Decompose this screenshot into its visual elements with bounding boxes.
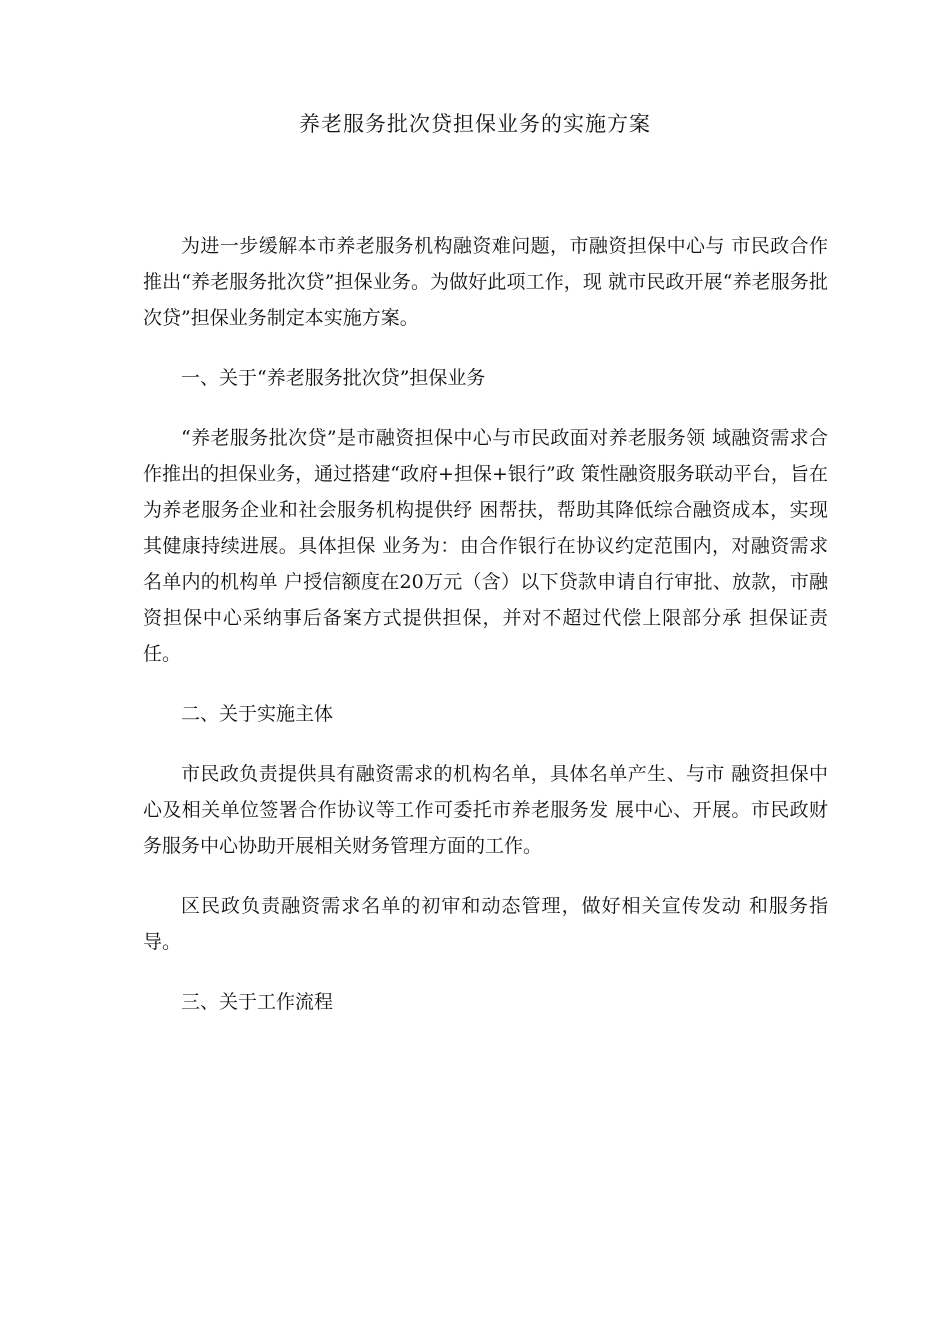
section-1-paragraph: “养老服务批次贷”是市融资担保中心与市民政面对养老服务领 域融资需求合作推出的担保业务，通过搭建“政府+担保+银行”政 策性融资服务联动平台，旨在为养老服务企业和社会服务机构提供纾 困帮扶，帮助其降低综合融资成本，实现其健康持续进展。具体担保 业务为：由合作银行在协议约定范围内，对融资需求名单内的机构单 户授信额度在20万元（含）以下贷款申请自行审批、放款，市融 资担保中心采纳事后备案方式提供担保，并对不超过代偿上限部分承 担保证责任。: [143, 427, 828, 665]
document-body: [143, 228, 828, 1044]
document-title: 养老服务批次贷担保业务的实施方案: [299, 112, 651, 136]
intro-paragraph: 为进一步缓解本市养老服务机构融资难问题，市融资担保中心与 市民政合作推出“养老服务批次贷”担保业务。为做好此项工作，现 就市民政开展“养老服务批次贷”担保业务制定本实施方案。: [143, 235, 828, 329]
section-heading-1: 一、关于“养老服务批次贷”担保业务: [181, 367, 486, 389]
section-2-paragraph-1: 市民政负责提供具有融资需求的机构名单，具体名单产生、与市 融资担保中心及相关单位签署合作协议等工作可委托市养老服务发 展中心、开展。市民政财务服务中心协助开展相关财务管理方面的工作。: [143, 763, 828, 857]
section-2-paragraph-2: 区民政负责融资需求名单的初审和动态管理，做好相关宣传发动 和服务指导。: [143, 895, 828, 953]
section-heading-2: 二、关于实施主体: [181, 703, 334, 725]
section-heading-3: 三、关于工作流程: [181, 991, 334, 1013]
